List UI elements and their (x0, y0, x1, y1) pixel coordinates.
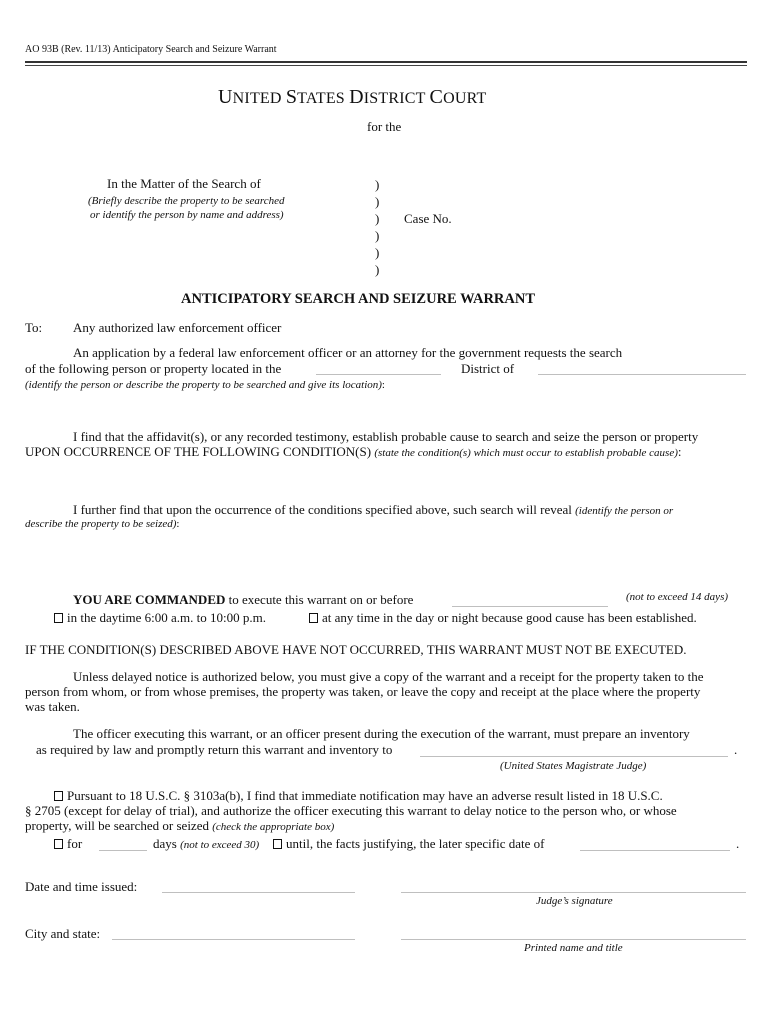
application-line-1: An application by a federal law enforcement officer or an attorney for the government requests the search (73, 345, 623, 360)
paren: ) (375, 228, 380, 243)
matter-instruction-2: or identify the person by name and address) (90, 209, 284, 221)
inventory-period: . (734, 742, 738, 757)
commanded-line: YOU ARE COMMANDED to execute this warrant on or before (73, 592, 414, 607)
pursuant-line-2: § 2705 (except for delay of trial), and authorize the officer executing this warrant to delay notice to the person who, or whose (25, 803, 677, 818)
inventory-line-2: as required by law and promptly return this warrant and inventory to (36, 742, 393, 757)
district-of-field[interactable] (538, 374, 746, 375)
until-date-checkbox[interactable] (273, 839, 282, 849)
to-text: Any authorized law enforcement officer (73, 320, 282, 335)
paren: ) (375, 177, 380, 192)
for-days-checkbox[interactable] (54, 839, 63, 849)
inventory-line-1: The officer executing this warrant, or an officer present during the execution of the warrant, must prepare an inventory (73, 726, 690, 741)
affidavit-line-1: I find that the affidavit(s), or any recorded testimony, establish probable cause to search and seize the person or property (73, 429, 699, 444)
daytime-option[interactable] (54, 610, 266, 626)
date-issued-field[interactable] (162, 892, 355, 893)
affidavit-line-2: UPON OCCURRENCE OF THE FOLLOWING CONDITION(S) (state the condition(s) which must occur to establish probable cause): (25, 444, 682, 459)
paren: ) (375, 245, 380, 260)
delayed-line-2: person from whom, or from whose premises, the property was taken, or leave the copy and receipt at the place where the property (25, 684, 701, 699)
case-no-label: Case No. (404, 211, 452, 226)
days-label: days (not to exceed 30) (153, 836, 260, 851)
matter-instruction-1: (Briefly describe the property to be searched (88, 195, 285, 207)
district-field[interactable] (316, 374, 441, 375)
pursuant-checkbox[interactable] (54, 791, 63, 801)
specific-date-field[interactable] (580, 850, 730, 851)
magistrate-judge-label: (United States Magistrate Judge) (500, 760, 647, 772)
application-instruction: (identify the person or describe the property to be searched and give its location): (25, 379, 385, 391)
application-line-2: of the following person or property located in the (25, 361, 282, 376)
delayed-line-1: Unless delayed notice is authorized below, you must give a copy of the warrant and a receipt for the property taken to the (73, 669, 704, 684)
pursuant-line-1: Pursuant to 18 U.S.C. § 3103a(b), I find that immediate notification may have an adverse result listed in 18 U.S.C. (54, 788, 663, 804)
for-days-option[interactable] (54, 836, 82, 852)
printed-name-field[interactable] (401, 939, 746, 940)
not-exceed-14-note: (not to exceed 14 days) (626, 591, 729, 603)
for-the: for the (367, 119, 402, 134)
header-rule-top (25, 61, 747, 63)
pursuant-line-3: property, will be searched or seized (check the appropriate box) (25, 818, 335, 833)
pursuant-period: . (736, 836, 740, 851)
further-line-2: describe the property to be seized): (25, 518, 180, 530)
judge-signature-field[interactable] (401, 892, 746, 893)
matter-label: In the Matter of the Search of (107, 176, 261, 191)
district-of-label: District of (461, 361, 515, 376)
to-label: To: (25, 320, 43, 335)
header-rule-bottom (25, 65, 747, 66)
delayed-line-3: was taken. (25, 699, 80, 714)
printed-name-label: Printed name and title (524, 942, 623, 954)
paren: ) (375, 262, 380, 277)
paren: ) (375, 194, 380, 209)
days-count-field[interactable] (99, 850, 147, 851)
court-title: UNITED STATES DISTRICT COURT (218, 86, 487, 108)
paren: ) (375, 211, 380, 226)
judge-signature-label: Judge’s signature (536, 895, 613, 907)
anytime-checkbox[interactable] (309, 613, 318, 623)
further-line-1: I further find that upon the occurrence of the conditions specified above, such search will reveal (identify the person or (73, 502, 674, 517)
execute-before-field[interactable] (452, 606, 608, 607)
for-label: for (67, 836, 83, 851)
daytime-checkbox[interactable] (54, 613, 63, 623)
warrant-title: ANTICIPATORY SEARCH AND SEIZURE WARRANT (181, 291, 535, 307)
anytime-option[interactable] (309, 610, 697, 626)
city-state-label: City and state: (25, 926, 101, 941)
until-date-option[interactable] (273, 836, 544, 852)
date-issued-label: Date and time issued: (25, 879, 138, 894)
magistrate-judge-field[interactable] (420, 756, 728, 757)
anytime-label: at any time in the day or night because good cause has been established. (322, 610, 697, 625)
city-state-field[interactable] (112, 939, 355, 940)
until-label: until, the facts justifying, the later specific date of (286, 836, 545, 851)
daytime-label: in the daytime 6:00 a.m. to 10:00 p.m. (67, 610, 266, 625)
condition-notice: IF THE CONDITION(S) DESCRIBED ABOVE HAVE NOT OCCURRED, THIS WARRANT MUST NOT BE EXECUTED. (25, 642, 687, 657)
form-id: AO 93B (Rev. 11/13) Anticipatory Search and Seizure Warrant (25, 44, 277, 55)
